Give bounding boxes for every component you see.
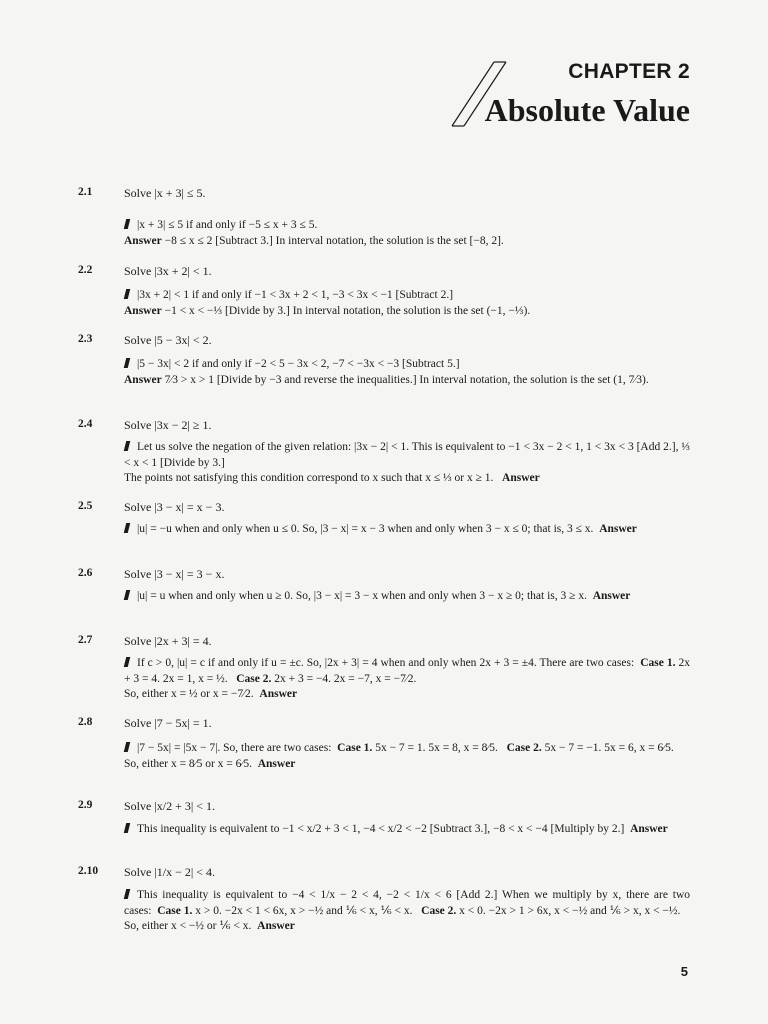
problem-number: 2.1 xyxy=(78,186,93,198)
solution-marker-icon xyxy=(124,523,130,533)
answer-label: Answer xyxy=(592,590,631,602)
problem-prompt: Solve |x/2 + 3| < 1. xyxy=(124,799,216,813)
solution-marker-icon xyxy=(124,742,130,752)
case-text: 2x + 3 = 4. 2x = 1, x = ½. xyxy=(124,657,691,685)
solution-marker-icon xyxy=(124,657,130,667)
page-number: 5 xyxy=(680,964,688,979)
problem-prompt: Solve |1/x − 2| < 4. xyxy=(124,865,216,879)
solution xyxy=(124,288,690,319)
case-label: Case 1. xyxy=(337,742,373,754)
problem-prompt: Solve |5 − 3x| < 2. xyxy=(124,333,212,347)
case-text: 2x + 3 = −4. 2x = −7, x = −7⁄2. xyxy=(271,672,417,685)
solution xyxy=(124,522,690,538)
solution-line: |x + 3| ≤ 5 if and only if −5 ≤ x + 3 ≤ 5. xyxy=(137,219,318,231)
problem-prompt: Solve |3 − x| = 3 − x. xyxy=(124,567,225,581)
solution xyxy=(124,888,690,935)
solution-line: This inequality is equivalent to −1 < x/2 + 3 < 1, −4 < x/2 < −2 [Subtract 3.], −8 < x < −4 [Multiply by 2.] xyxy=(137,823,625,835)
solution-line: |5 − 3x| < 2 if and only if −2 < 5 − 3x < 2, −7 < −3x < −3 [Subtract 5.] xyxy=(137,358,460,370)
case-label: Case 2. xyxy=(421,904,457,917)
solution xyxy=(124,822,690,838)
solution-line: |u| = u when and only when u ≥ 0. So, |3 − x| = 3 − x when and only when 3 − x ≥ 0; that is, 3 ≥ x. xyxy=(137,590,587,602)
solution xyxy=(124,440,690,487)
solution-marker-icon xyxy=(124,823,130,833)
chapter-title: Absolute Value xyxy=(484,92,690,128)
solution xyxy=(124,656,690,703)
problem-number: 2.2 xyxy=(78,264,93,276)
solution xyxy=(124,741,690,772)
solution-marker-icon xyxy=(124,289,130,299)
solution-line: The points not satisfying this condition correspond to x such that x ≤ ⅓ or x ≥ 1. xyxy=(124,472,494,484)
case-label: Case 1. xyxy=(157,904,193,917)
answer-label: Answer xyxy=(257,757,296,770)
case-label: Case 2. xyxy=(506,742,542,754)
problem-number: 2.10 xyxy=(78,865,99,877)
solution-line: Let us solve the negation of the given relation: |3x − 2| < 1. This is equivalent to −1 < 3x − 2 < 1, 1 < 3x < 3 [Add 2.], ⅓ < x < 1 [Divide by 3.] xyxy=(124,441,690,469)
case-label: Case 2. xyxy=(236,672,272,685)
solution xyxy=(124,357,690,388)
problem-prompt: Solve |x + 3| ≤ 5. xyxy=(124,186,206,200)
problem-prompt: Solve |2x + 3| = 4. xyxy=(124,634,212,648)
answer-label: Answer xyxy=(257,920,295,932)
solution-line: This inequality is equivalent to −4 < 1/x − 2 < 4, −2 < 1/x < 6 [Add 2.] When we multiply by x, there are two cases: xyxy=(124,889,690,917)
problem-number: 2.4 xyxy=(78,418,93,430)
answer-label: Answer xyxy=(259,688,298,700)
solution-line: −8 ≤ x ≤ 2 [Subtract 3.] In interval notation, the solution is the set [−8, 2]. xyxy=(161,234,504,247)
solution-marker-icon xyxy=(124,441,130,451)
problem-number: 2.6 xyxy=(78,567,93,579)
solution xyxy=(124,589,690,605)
solution-line: If c > 0, |u| = c if and only if u = ±c. So, |2x + 3| = 4 when and only when 2x + 3 = ±4. There are two cases: xyxy=(137,657,635,669)
solution-line: So, either x = 8⁄5 or x = 6⁄5. xyxy=(124,757,252,770)
answer-label: Answer xyxy=(502,472,540,484)
answer-label: Answer xyxy=(630,823,668,835)
chapter-heading xyxy=(440,58,690,134)
solution-marker-icon xyxy=(124,219,130,229)
problem-number: 2.8 xyxy=(78,716,93,728)
problem-number: 2.9 xyxy=(78,799,93,811)
problem-number: 2.7 xyxy=(78,634,93,646)
case-text: x < 0. −2x > 1 > 6x, x < −½ and ⅙ > x, x < −½. xyxy=(456,904,681,917)
problem-prompt: Solve |3x − 2| ≥ 1. xyxy=(124,418,212,432)
solution-line: −1 < x < −⅓ [Divide by 3.] In interval notation, the solution is the set (−1, −⅓). xyxy=(161,304,531,317)
problem-number: 2.5 xyxy=(78,500,93,512)
chapter-label: CHAPTER 2 xyxy=(568,60,690,83)
solution-line: |u| = −u when and only when u ≤ 0. So, |3 − x| = x − 3 when and only when 3 − x ≤ 0; that is, 3 ≤ x. xyxy=(137,523,594,535)
solution-line: 7⁄3 > x > 1 [Divide by −3 and reverse the inequalities.] In interval notation, the solution is the set (1, 7⁄3). xyxy=(161,373,649,386)
solution-line: So, either x < −½ or ⅙ < x. xyxy=(124,920,252,932)
case-text: x > 0. −2x < 1 < 6x, x > −½ and ⅙ < x, ⅙ < x. xyxy=(192,904,413,917)
solution-marker-icon xyxy=(124,590,130,600)
problem-number: 2.3 xyxy=(78,333,93,345)
solution xyxy=(124,218,690,249)
solution-marker-icon xyxy=(124,358,130,368)
solution-line: |7 − 5x| = |5x − 7|. So, there are two cases: xyxy=(137,742,332,754)
case-label: Case 1. xyxy=(640,657,676,669)
solution-line: So, either x = ½ or x = −7⁄2. xyxy=(124,688,254,700)
problem-prompt: Solve |3 − x| = x − 3. xyxy=(124,500,225,514)
solution-marker-icon xyxy=(124,889,130,899)
case-text: 5x − 7 = −1. 5x = 6, x = 6⁄5. xyxy=(541,742,674,754)
solution-line: |3x + 2| < 1 if and only if −1 < 3x + 2 < 1, −3 < 3x < −1 [Subtract 2.] xyxy=(137,289,454,301)
answer-label: Answer xyxy=(124,304,162,317)
answer-label: Answer xyxy=(124,234,162,247)
problem-prompt: Solve |7 − 5x| = 1. xyxy=(124,716,212,730)
case-text: 5x − 7 = 1. 5x = 8, x = 8⁄5. xyxy=(372,742,498,754)
answer-label: Answer xyxy=(599,523,637,535)
problem-prompt: Solve |3x + 2| < 1. xyxy=(124,264,212,278)
answer-label: Answer xyxy=(124,373,162,386)
